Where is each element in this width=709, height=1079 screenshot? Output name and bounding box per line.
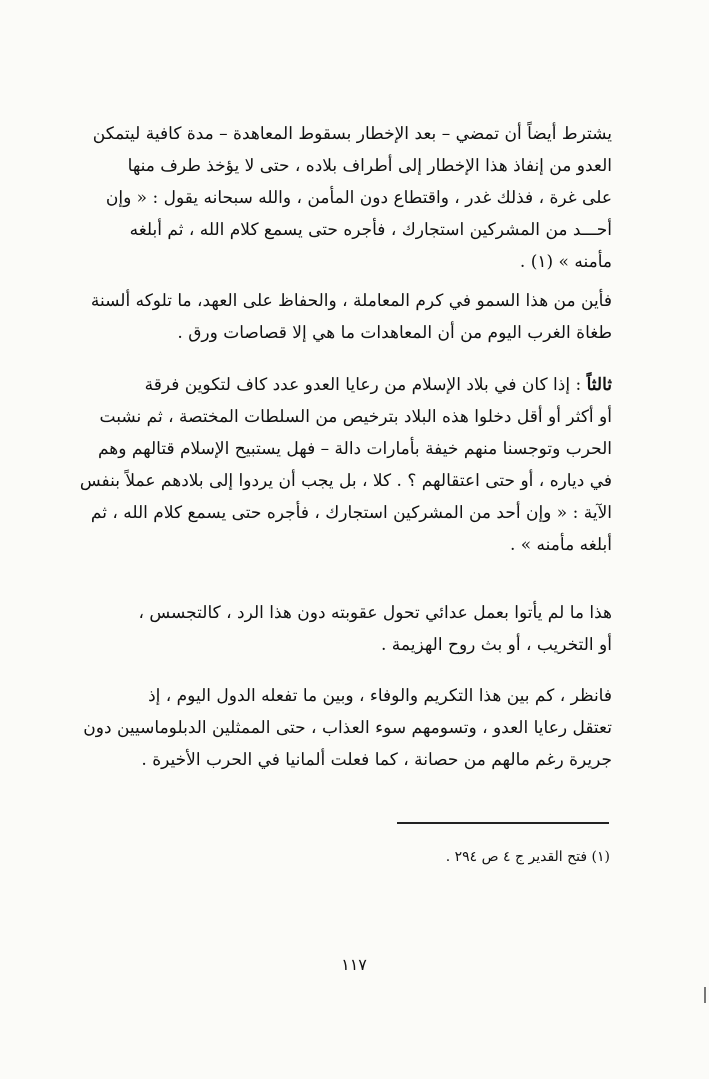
text-line: يشترط أيضاً أن تمضي – بعد الإخطار بسقوط المعاهدة – مدة كافية ليتمكن	[92, 124, 612, 144]
text-line: أحـــد من المشركين استجارك ، فأجره حتى يسمع كلام الله ، ثم أبلغه	[129, 220, 612, 240]
text-line: العدو من إنفاذ هذا الإخطار إلى أطراف بلاده ، حتى لا يؤخذ طرف منها	[127, 156, 612, 176]
text-line	[78, 369, 612, 401]
section-lead-word: ثالثاً	[586, 375, 612, 395]
text-line-rest: : إذا كان في بلاد الإسلام من رعايا العدو عدد كاف لتكوين فرقة	[144, 375, 582, 395]
text-line: الآية : « وإن أحد من المشركين استجارك ، فأجره حتى يسمع كلام الله ، ثم	[90, 503, 612, 523]
text-line: مأمنه » (١) .	[519, 252, 612, 272]
footnote: (١) فتح القدير ج ٤ ص ٢٩٤ .	[445, 849, 610, 865]
paragraph-2	[78, 285, 612, 349]
text-line: الحرب وتوجسنا منهم خيفة بأمارات دالة – فهل يستبيح الإسلام قتالهم وهم	[97, 439, 612, 459]
text-line: أو التخريب ، أو بث روح الهزيمة .	[380, 635, 612, 655]
text-line: فانظر ، كم بين هذا التكريم والوفاء ، وبين ما تفعله الدول اليوم ، إذ	[148, 686, 612, 706]
paragraph-4	[78, 597, 612, 661]
text-line: تعتقل رعايا العدو ، وتسومهم سوء العذاب ، حتى الممثلين الدبلوماسيين دون	[83, 718, 612, 738]
scan-edge-mark	[704, 987, 706, 1003]
text-line: طغاة الغرب اليوم من أن المعاهدات ما هي إلا قصاصات ورق .	[177, 323, 612, 343]
footnote-divider	[397, 822, 609, 824]
text-line: فأين من هذا السمو في كرم المعاملة ، والحفاظ على العهد، ما تلوكه ألسنة	[90, 291, 612, 311]
text-line: على غرة ، فذلك غدر ، واقتطاع دون المأمن ، والله سبحانه يقول : « وإن	[105, 188, 612, 208]
text-line: أو أكثر أو أقل دخلوا هذه البلاد بترخيص من السلطات المختصة ، ثم نشبت	[99, 407, 612, 427]
page-number: ١١٧	[341, 955, 367, 974]
paragraph-1	[78, 118, 612, 278]
text-line: في دياره ، أو حتى اعتقالهم ؟ . كلا ، بل يجب أن يردوا إلى بلادهم عملاً بنفس	[79, 471, 612, 491]
text-line: هذا ما لم يأتوا بعمل عدائي تحول عقوبته دون هذا الرد ، كالتجسس ،	[138, 603, 612, 623]
paragraph-5	[78, 680, 612, 776]
paragraph-3	[78, 369, 612, 561]
text-line: أبلغه مأمنه » .	[509, 535, 612, 555]
text-line: جريرة رغم مالهم من حصانة ، كما فعلت ألمانيا في الحرب الأخيرة .	[141, 750, 612, 770]
